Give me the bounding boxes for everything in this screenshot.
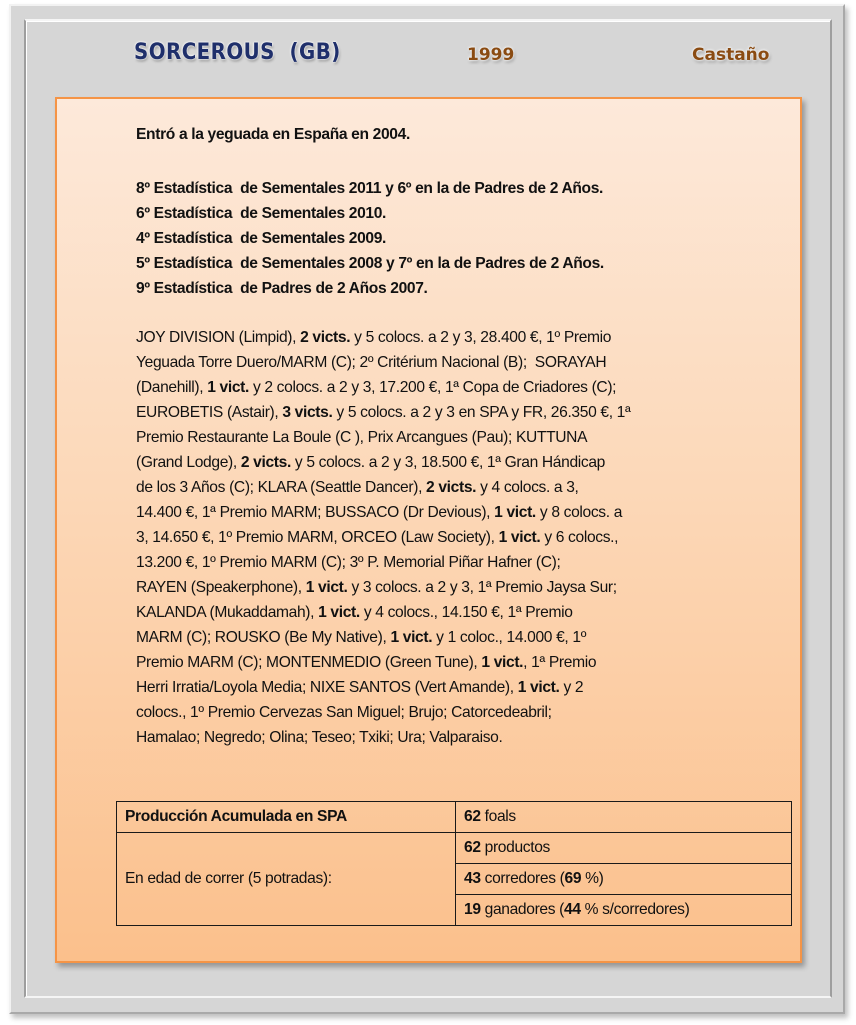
statistic-line: 8º Estadística de Sementales 2011 y 6º en la de Padres de 2 Años.: [136, 180, 604, 197]
description-text: y 2 colocs. a 2 y 3, 17.200 €, 1ª Copa de Criadores (C);: [248, 379, 617, 396]
horse-name: SORCEROUS (GB): [134, 40, 341, 65]
foals-text: foals: [480, 808, 516, 825]
description-text: KALANDA (Mukaddamah),: [136, 604, 319, 621]
description-text: y 2: [559, 679, 584, 696]
description-line: [136, 325, 746, 350]
racing-age-label: En edad de correr (5 potradas):: [117, 833, 456, 926]
victories-highlight: 1 vict.: [207, 379, 249, 396]
products-cell: [456, 833, 792, 864]
winners-text-end: % s/corredores): [580, 901, 690, 918]
description-line: [136, 700, 746, 725]
intro-line: Entró a la yeguada en España en 2004.: [136, 126, 410, 143]
description-line: [136, 550, 746, 575]
statistic-line: 6º Estadística de Sementales 2010.: [136, 205, 387, 222]
runners-count: 43: [464, 870, 481, 887]
description-line: [136, 400, 746, 425]
victories-highlight: 1 vict.: [318, 604, 360, 621]
description-text: y 1 coloc., 14.000 €, 1º: [432, 629, 587, 646]
description-text: y 3 colocs. a 2 y 3, 1ª Premio Jaysa Sur;: [347, 579, 617, 596]
description-text: RAYEN (Speakerphone),: [136, 579, 306, 596]
coat-color: Castaño: [692, 45, 770, 65]
victories-highlight: 2 victs.: [240, 454, 291, 471]
victories-highlight: 1 vict.: [305, 579, 348, 596]
runners-text-end: %): [581, 870, 604, 887]
description-text: 14.400 €, 1ª Premio MARM; BUSSACO (Dr Devious),: [136, 504, 495, 521]
description-text: (Danehill),: [136, 379, 208, 396]
victories-highlight: 1 vict.: [517, 679, 560, 696]
products-text: productos: [480, 839, 550, 856]
description-line: [136, 725, 746, 750]
victories-highlight: 2 victs.: [300, 329, 351, 346]
statistic-line: 5º Estadística de Sementales 2008 y 7º en la de Padres de 2 Años.: [136, 255, 604, 272]
description-line: [136, 525, 746, 550]
description-line: [136, 375, 746, 400]
description-line: [136, 575, 746, 600]
description-line: [136, 600, 746, 625]
description-line: [136, 475, 746, 500]
description-line: [136, 625, 746, 650]
description-text: y 4 colocs. a 3,: [476, 479, 579, 496]
statistic-line: 9º Estadística de Padres de 2 Años 2007.: [136, 280, 428, 297]
description-text: , 1ª Premio: [523, 654, 597, 671]
production-table: [116, 801, 792, 926]
description-line: [136, 650, 746, 675]
victories-highlight: 2 victs.: [426, 479, 477, 496]
description-line: [136, 450, 746, 475]
offspring-description: [136, 325, 746, 750]
description-text: y 5 colocs. a 2 y 3, 28.400 €, 1º Premio: [350, 329, 612, 346]
birth-year: 1999: [467, 45, 515, 65]
table-row: [117, 833, 792, 864]
description-text: y 8 colocs. a: [535, 504, 623, 521]
runners-text: corredores (: [480, 870, 565, 887]
description-line: [136, 675, 746, 700]
description-text: y 6 colocs.,: [540, 529, 619, 546]
winners-percent: 44: [564, 901, 581, 918]
products-count: 62: [464, 839, 481, 856]
description-text: de los 3 Años (C); KLARA (Seattle Dancer),: [136, 479, 427, 496]
description-text: JOY DIVISION (Limpid),: [136, 329, 301, 346]
description-text: Premio MARM (C); MONTENMEDIO (Green Tune),: [136, 654, 482, 671]
description-text: Premio Restaurante La Boule (C ), Prix Arcangues (Pau); KUTTUNA: [136, 429, 588, 446]
description-line: [136, 425, 746, 450]
description-text: y 4 colocs., 14.150 €, 1ª Premio: [359, 604, 573, 621]
description-text: 13.200 €, 1º Premio MARM (C); 3º P. Memorial Piñar Hafner (C);: [136, 554, 561, 571]
winners-cell: [456, 895, 792, 926]
runners-cell: [456, 864, 792, 895]
statistic-line: 4º Estadística de Sementales 2009.: [136, 230, 387, 247]
victories-highlight: 1 vict.: [390, 629, 433, 646]
description-text: 3, 14.650 €, 1º Premio MARM, ORCEO (Law Society),: [136, 529, 499, 546]
victories-highlight: 1 vict.: [494, 504, 536, 521]
description-text: (Grand Lodge),: [136, 454, 241, 471]
winners-text: ganadores (: [480, 901, 565, 918]
statistics-list: [136, 176, 604, 301]
production-label: Producción Acumulada en SPA: [117, 802, 456, 833]
winners-count: 19: [464, 901, 481, 918]
description-text: Yeguada Torre Duero/MARM (C); 2º Critérium Nacional (B); SORAYAH: [136, 354, 607, 371]
victories-highlight: 3 victs.: [282, 404, 333, 421]
description-text: Hamalao; Negredo; Olina; Teseo; Txiki; Ura; Valparaiso.: [136, 729, 503, 746]
foals-count: 62: [464, 808, 481, 825]
description-text: MARM (C); ROUSKO (Be My Native),: [136, 629, 391, 646]
description-text: EUROBETIS (Astair),: [136, 404, 283, 421]
description-line: [136, 500, 746, 525]
description-line: [136, 350, 746, 375]
table-row: [117, 802, 792, 833]
description-text: Herri Irratia/Loyola Media; NIXE SANTOS (Vert Amande),: [136, 679, 518, 696]
description-text: y 5 colocs. a 2 y 3, 18.500 €, 1ª Gran Hándicap: [290, 454, 605, 471]
description-text: y 5 colocs. a 2 y 3 en SPA y FR, 26.350 €, 1ª: [332, 404, 631, 421]
victories-highlight: 1 vict.: [481, 654, 524, 671]
description-text: colocs., 1º Premio Cervezas San Miguel; Brujo; Catorcedeabril;: [136, 704, 552, 721]
foals-cell: [456, 802, 792, 833]
runners-percent: 69: [564, 870, 582, 887]
victories-highlight: 1 vict.: [498, 529, 541, 546]
